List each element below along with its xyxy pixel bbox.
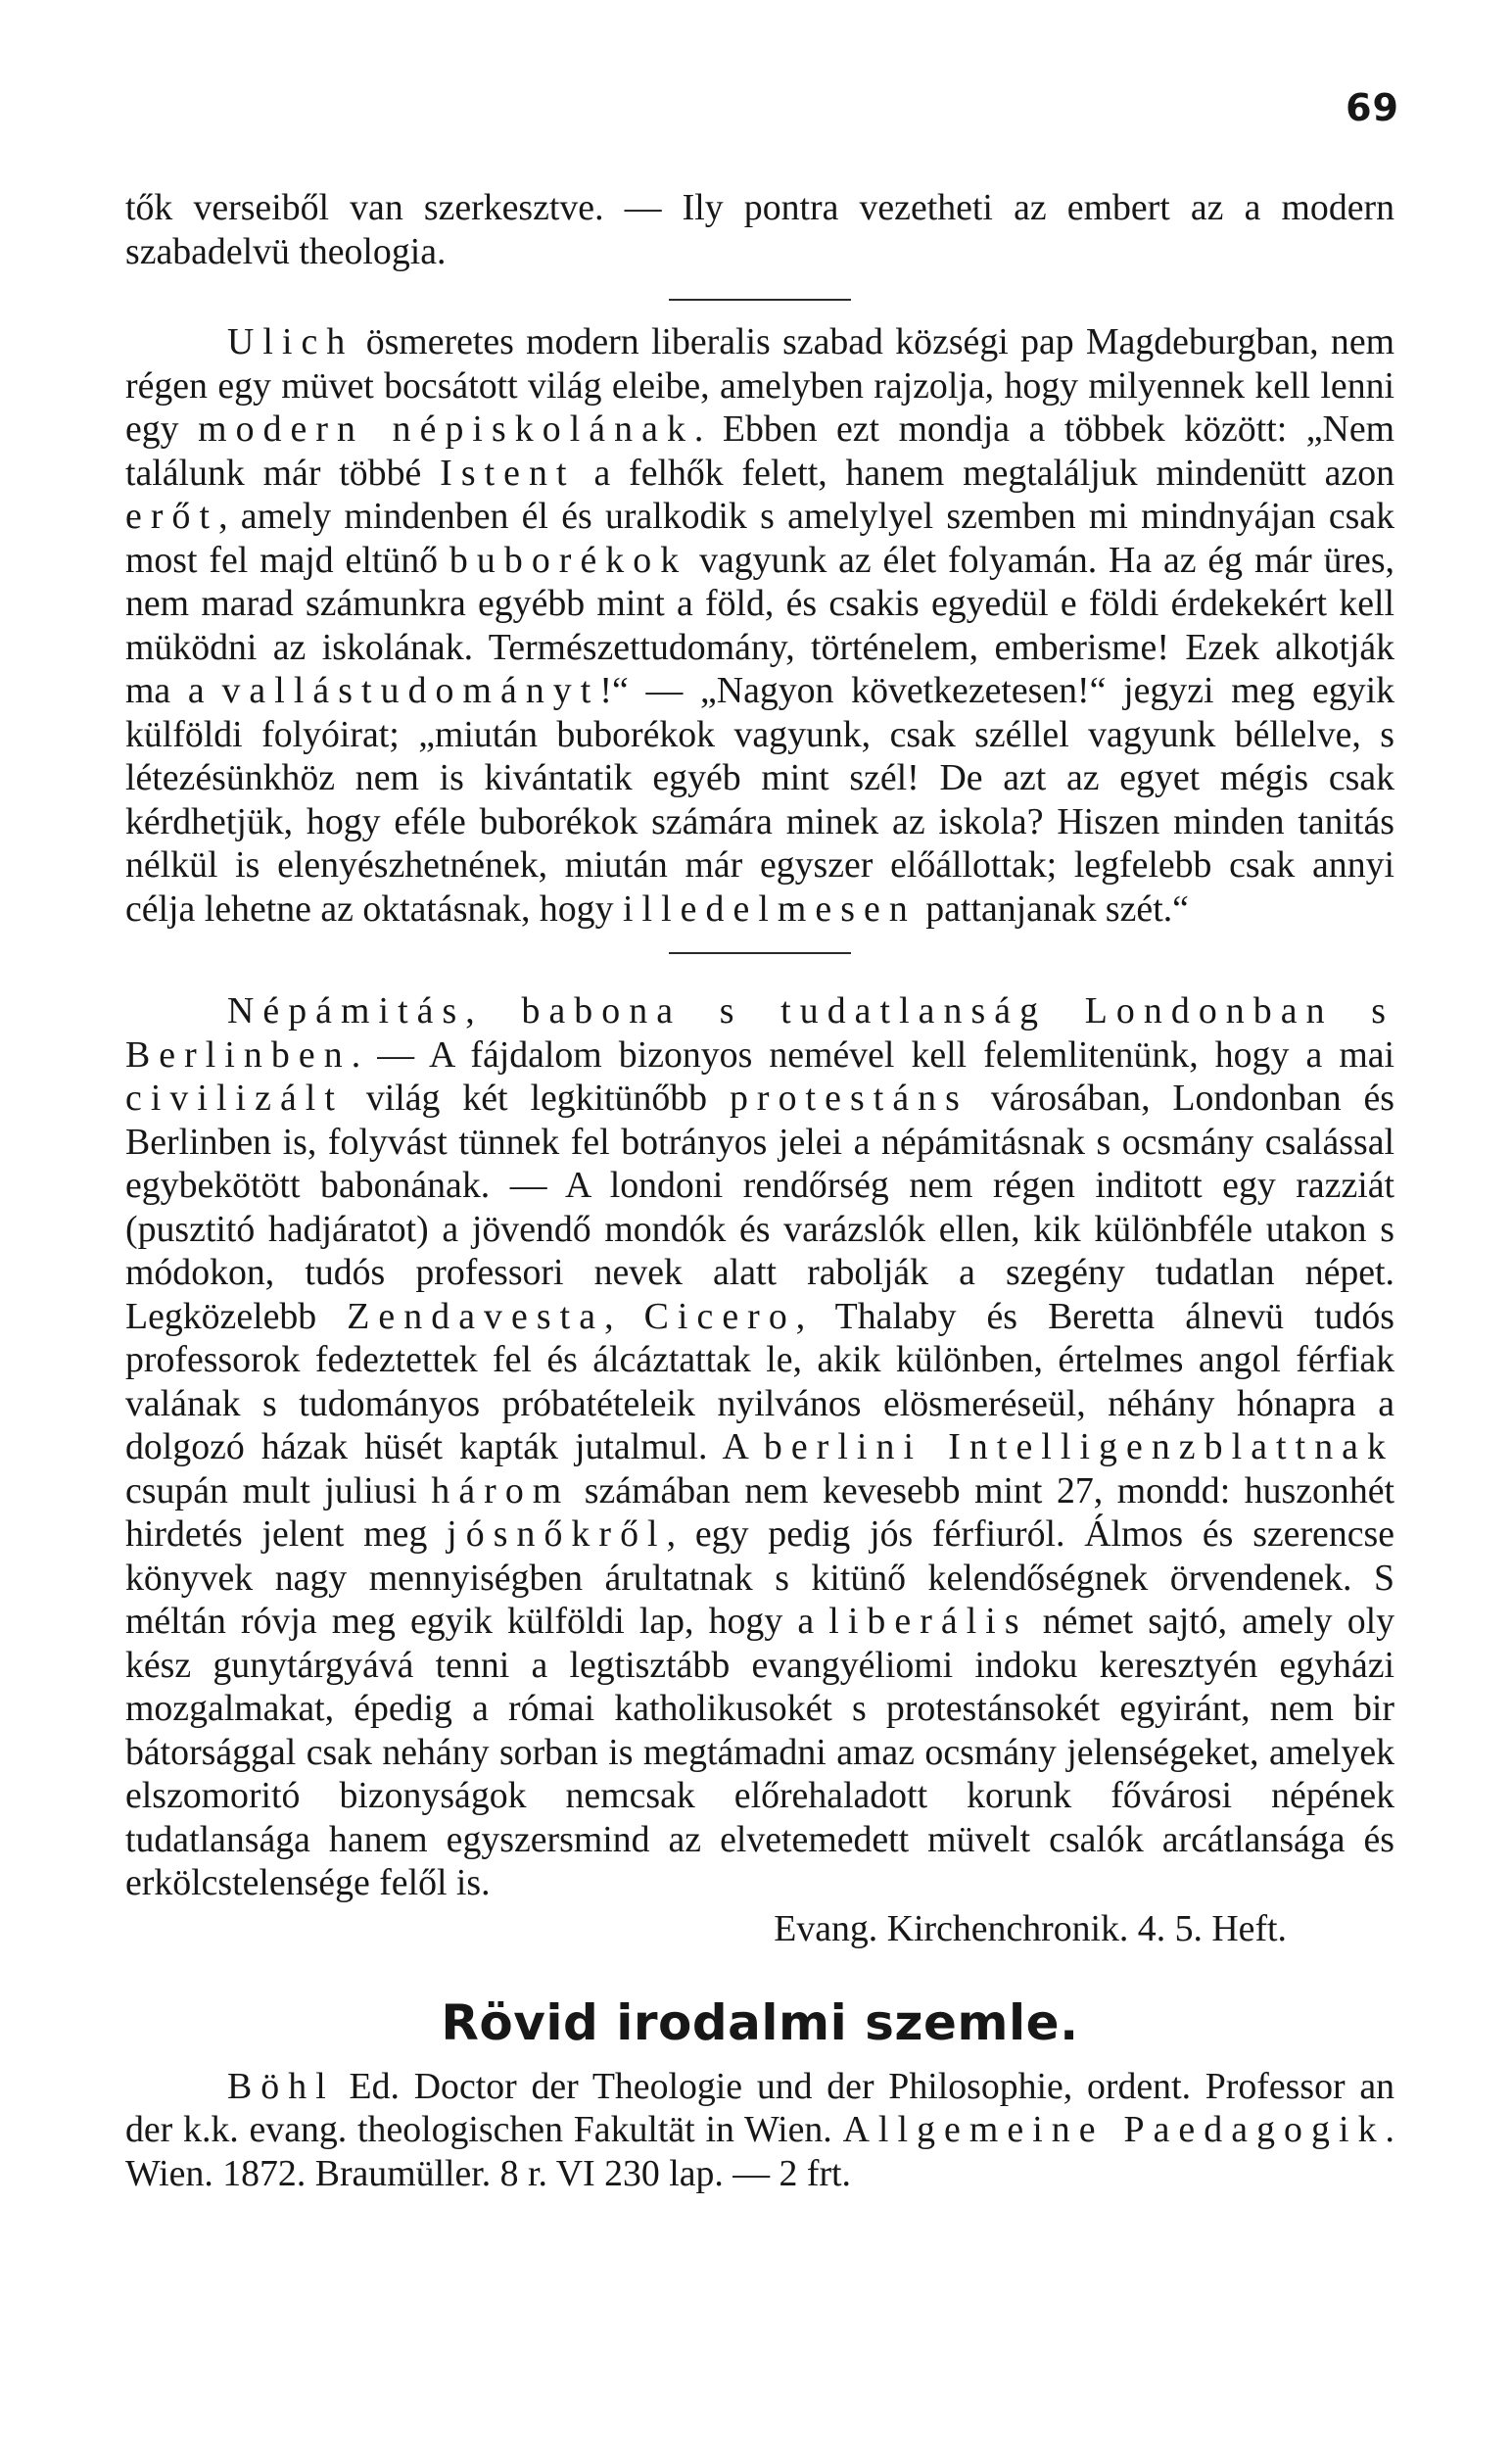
nepamitas-paragraph: Népámitás, babona s tudatlanság Londonban s Berlinben. — A fájdalom bizonyos nemével kell felemlitenünk, hogy a mai civilizált világ két legkitünőbb protestáns városában, Londonban és Berlinben is, folyvást tünnek fel botrányos jelei a népámitásnak s ocsmány csalással egybekötött babonának. — A londoni rendőrség nem régen inditott egy razziát (pusztitó hadjáratot) a jövendő mondók és varázslók ellen, kik különbféle utakon s módokon, tudós professori nevek alatt rabolják a szegény tudatlan népet. Legközelebb Zendavesta, Cicero, Thalaby és Beretta álnevü tudós professorok fedeztettek fel és álcáztattak le, akik különben, értelmes angol férfiak valának s tudományos próbatételeik nyilvános elösmeréseül, néhány hónapra a dolgozó házak hüsét kapták jutalmul. A berlini Intelligenzblattnak csupán mult juliusi három számában nem kevesebb mint 27, mondd: huszonhét hirdetés jelent meg jósnőkről, egy pedig jós férfiuról. Álmos és szerencse könyvek nagy mennyiségben árultatnak s kitünő kelendőségnek örvendenek. S méltán róvja meg egyik külföldi lap, hogy a liberális német sajtó, amely oly kész gunytárgyává tenni a legtisztább evangyéliomi indoku keresztyén egyházi mozgalmakat, épedig a római katholikusokét s protestánsokét egyiránt, nem bir bátorsággal csak nehány sorban is megtámadni amaz ocsmány jelenségeket, amelyek elszomoritó bizonyságok nemcsak előrehaladott korunk fővárosi népének tudatlansága hanem egyszersmind az elvetemedett müvelt csalók arcátlansága és erkölcstelensége felől is. — [125, 990, 1394, 1903]
spaced-term: jósnőkről — [447, 1513, 667, 1555]
ulich-paragraph: Ulich ösmeretes modern liberalis szabad községi pap Magdeburgban, nem régen egy müvet bocsátott világ eleibe, amelyben rajzolja, hogy milyennek kell lenni egy modern népiskolának. Ebben ezt mondja a többek között: „Nem találunk már többé Istent a felhők felett, hanem megtaláljuk mindenütt azon erőt, amely mindenben él és uralkodik s amelylyel szemben mi mindnyájan csak most fel majd eltünő buborékok vagyunk az élet folyamán. Ha az ég már üres, nem marad számunkra egyébb mint a föld, és csakis egyedül e földi érdekekért kell müködni az iskolának. Természettudomány, történelem, emberisme! Ezek alkotják ma a vallástudományt!“ — „Nagyon következetesen!“ jegyzi meg egyik külföldi folyóirat; „miután buborékok vagyunk, csak széllel vagyunk béllelve, s létezésünkhöz nem is kivántatik egyéb mint szél! De azt az egyet mégis csak kérdhetjük, hogy eféle buborékok számára minek az iskola? Hiszen minden tanitás nélkül is elenyészhetnének, miután már egyszer előállottak; legfelebb csak annyi célja lehetne az oktatásnak, hogy illedelmesen pattanjanak szét.“ — [125, 321, 1394, 930]
spaced-term: erőt — [125, 496, 219, 537]
separator-rule — [669, 952, 851, 954]
spaced-term: civilizált — [125, 1078, 344, 1119]
spaced-term: három — [431, 1469, 571, 1511]
text-column — [125, 186, 1394, 2195]
spaced-term: liberális — [828, 1601, 1028, 1642]
separator-rule — [669, 299, 851, 301]
review-author: Böhl — [227, 2065, 335, 2107]
spaced-term: Zendavesta — [347, 1295, 605, 1337]
page-number: 69 — [1346, 86, 1399, 129]
spaced-term: Istent — [440, 452, 576, 494]
spaced-term: berlini Intelligenzblattnak — [763, 1426, 1394, 1467]
spaced-term: protestáns — [729, 1078, 969, 1119]
article-heading: Népámitás, babona s tudatlanság Londonban s Berlinben — [125, 990, 1394, 1076]
intro-paragraph — [125, 186, 1394, 273]
review-book-title: Allgemeine Paedagogik — [842, 2109, 1386, 2150]
spaced-name-ulich: Ulich — [227, 321, 354, 362]
spaced-term: illedelmesen — [622, 887, 917, 930]
spaced-term: modern népiskolának — [198, 408, 694, 450]
review-paragraph: Böhl Ed. Doctor der Theologie und der Philosophie, ordent. Professor an der k.k. evang. theologischen Fakultät in Wien. Allgemeine Paedagogik. Wien. 1872. Braumüller. 8 r. VI 230 lap. — 2 frt. — [125, 2065, 1394, 2194]
spaced-term: Cicero — [643, 1295, 796, 1337]
source-citation: Evang. Kirchenchronik. 4. 5. Heft. — [774, 1907, 1287, 1949]
spaced-term: buborékok — [449, 539, 688, 581]
intro-text: tők verseiből van szerkesztve. — Ily pontra vezetheti az embert az a modern szabadelvü theologia. — [125, 187, 1394, 272]
spaced-term: vallástudományt — [221, 670, 600, 711]
section-heading: Rövid irodalmi szemle. — [441, 1994, 1079, 2051]
